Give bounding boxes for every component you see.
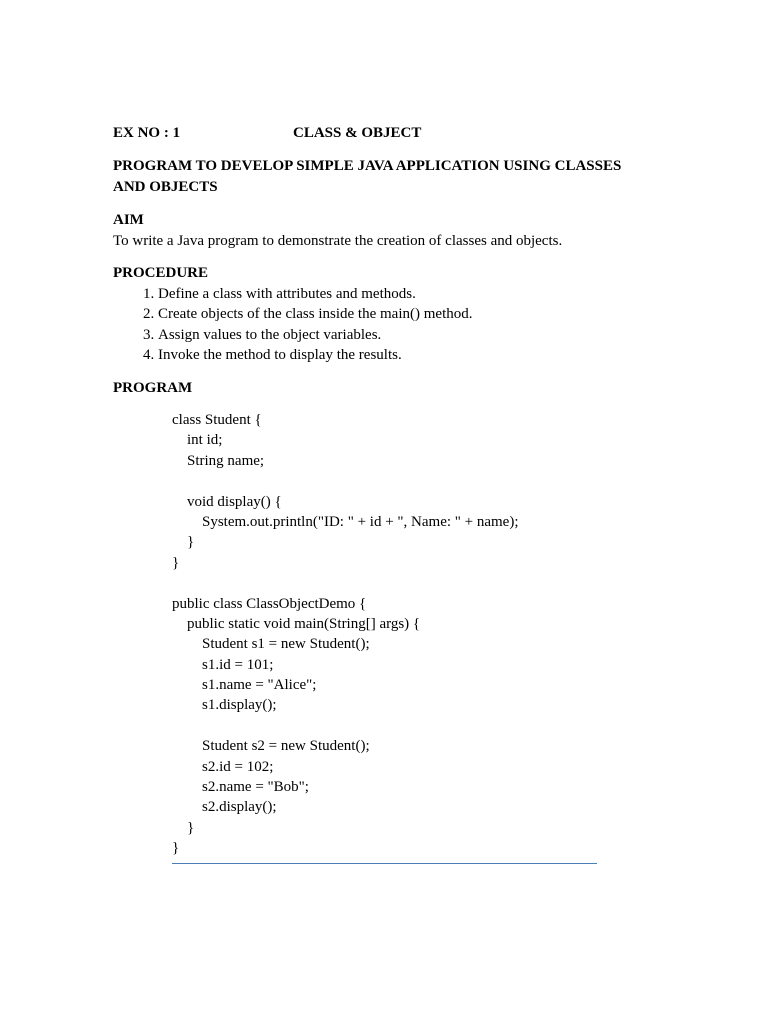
code-line: String name;	[172, 452, 265, 469]
code-line	[172, 471, 597, 491]
code-line: s1.id = 101;	[172, 656, 274, 673]
exercise-header	[113, 122, 643, 144]
code-line: }	[172, 554, 180, 571]
code-line: public class ClassObjectDemo {	[172, 595, 367, 612]
code-line: s1.display();	[172, 697, 277, 714]
code-line: s1.name = "Alice";	[172, 677, 317, 694]
program-title: PROGRAM TO DEVELOP SIMPLE JAVA APPLICATION USING CLASSES AND OBJECTS	[113, 158, 622, 195]
code-line: }	[172, 819, 195, 836]
code-block	[172, 410, 597, 864]
code-line: }	[172, 840, 180, 857]
procedure-step: 1. Define a class with attributes and methods.	[158, 284, 643, 305]
procedure-step: 4. Invoke the method to display the results.	[158, 345, 643, 366]
code-line	[172, 716, 597, 736]
procedure-step: 2. Create objects of the class inside the main() method.	[158, 304, 643, 325]
code-line: Student s2 = new Student();	[172, 738, 370, 755]
code-line: public static void main(String[] args) {	[172, 615, 421, 632]
program-heading: PROGRAM	[113, 379, 193, 396]
exercise-topic: CLASS & OBJECT	[293, 125, 422, 141]
code-line: }	[172, 534, 195, 551]
procedure-heading: PROCEDURE	[113, 265, 209, 281]
procedure-step: 3. Assign values to the object variables.	[158, 325, 643, 346]
document-page	[113, 122, 643, 864]
code-line: s2.name = "Bob";	[172, 779, 309, 796]
procedure-steps	[113, 284, 643, 366]
code-line: int id;	[172, 432, 223, 449]
code-line: void display() {	[172, 493, 282, 510]
aim-text: To write a Java program to demonstrate the creation of classes and objects.	[113, 232, 563, 249]
aim-heading: AIM	[113, 212, 144, 228]
code-line: s2.display();	[172, 799, 277, 816]
code-line: System.out.println("ID: " + id + ", Name: " + name);	[172, 513, 519, 530]
code-line: s2.id = 102;	[172, 758, 274, 775]
code-line: class Student {	[172, 412, 262, 428]
code-line: Student s1 = new Student();	[172, 636, 370, 653]
exercise-number: EX NO : 1	[113, 125, 181, 141]
code-line	[172, 573, 597, 593]
